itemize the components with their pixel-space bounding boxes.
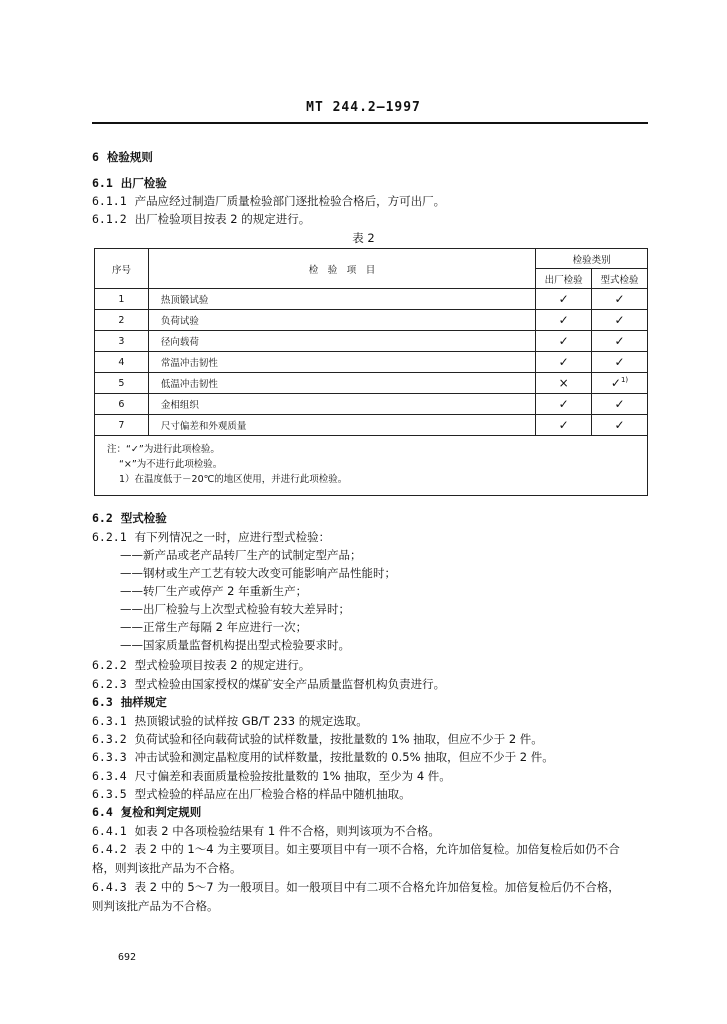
clause-text: 表 2 中的 1～4 为主要项目。如主要项目中有一项不合格，允许加倍复检。加倍复检后如仍不合 [134, 842, 620, 856]
clause-6-3-5 [92, 787, 411, 801]
cell-item: 金相组织 [148, 394, 535, 415]
clause-text: 型式检验项目按表 2 的规定进行。 [134, 658, 311, 672]
clause-number: 6.2.3 [92, 677, 127, 691]
section-title: 抽样规定 [120, 695, 167, 709]
section-6-1-heading [92, 176, 167, 190]
list-item: ——转厂生产或停产 2 年重新生产； [120, 584, 308, 598]
type-mark: ✓ [614, 334, 625, 348]
list-item: ——出厂检验与上次型式检验有较大差异时； [120, 602, 350, 616]
clause-6-2-2 [92, 658, 310, 672]
type-mark: ✓ [614, 418, 625, 432]
cell-item: 负荷试验 [148, 310, 535, 331]
section-number: 6 [92, 150, 99, 164]
list-item: ——正常生产每隔 2 年应进行一次； [120, 620, 308, 634]
section-number: 6.4 [92, 805, 113, 819]
table-row [95, 289, 648, 310]
table-row [95, 373, 648, 394]
cell-type [592, 331, 648, 352]
clause-6-2-3 [92, 677, 445, 691]
header-seq: 序号 [95, 249, 149, 289]
clause-6-3-3 [92, 750, 554, 764]
clause-6-4-2-continued: 格，则判该批产品为不合格。 [92, 861, 242, 875]
section-title: 型式检验 [120, 511, 167, 525]
cell-seq: 5 [95, 373, 149, 394]
list-item: ——国家质量监督机构提出型式检验要求时。 [120, 638, 350, 652]
note-line-2: “×”为不进行此项检验。 [119, 459, 223, 470]
cell-type [592, 373, 648, 394]
cell-factory: ✓ [536, 310, 592, 331]
table-row [95, 352, 648, 373]
inspection-table [94, 248, 648, 496]
section-6-4-heading [92, 805, 201, 819]
header-factory: 出厂检验 [536, 269, 592, 289]
clause-6-3-4 [92, 769, 451, 783]
clause-number: 6.2.2 [92, 658, 127, 672]
clause-text: 负荷试验和径向载荷试验的试样数量，按批量数的 1% 抽取，但应不少于 2 件。 [134, 732, 543, 746]
cell-seq: 4 [95, 352, 149, 373]
cell-type [592, 394, 648, 415]
clause-6-4-2 [92, 842, 620, 856]
clause-6-3-2 [92, 732, 543, 746]
clause-text: 冲击试验和测定晶粒度用的试样数量，按批量数的 0.5% 抽取，但应不少于 2 件。 [134, 750, 554, 764]
note-line-1 [107, 442, 637, 457]
clause-text: 型式检验的样品应在出厂检验合格的样品中随机抽取。 [134, 787, 411, 801]
cell-seq: 1 [95, 289, 149, 310]
clause-6-1-1 [92, 194, 445, 208]
header-item: 检 验 项 目 [148, 249, 535, 289]
table-notes [95, 436, 648, 496]
clause-text: 热顶锻试验的试样按 GB/T 233 的规定选取。 [134, 714, 368, 728]
clause-text: 产品应经过制造厂质量检验部门逐批检验合格后，方可出厂。 [134, 194, 446, 208]
cell-factory: ✓ [536, 289, 592, 310]
cell-seq: 7 [95, 415, 149, 436]
clause-6-4-3-continued: 则判该批产品为不合格。 [92, 899, 219, 913]
page-number: 692 [118, 952, 137, 963]
footnote-ref: 1) [620, 376, 629, 384]
list-item: ——钢材或生产工艺有较大改变可能影响产品性能时； [120, 566, 396, 580]
section-number: 6.1 [92, 176, 113, 190]
cell-factory: ✓ [536, 394, 592, 415]
clause-6-3-1 [92, 714, 368, 728]
cell-item: 热顶锻试验 [148, 289, 535, 310]
clause-number: 6.3.5 [92, 787, 127, 801]
cell-factory: ✓ [536, 352, 592, 373]
section-title: 出厂检验 [120, 176, 167, 190]
section-number: 6.2 [92, 511, 113, 525]
clause-text: 表 2 中的 5～7 为一般项目。如一般项目中有二项不合格允许加倍复检。加倍复检后仍不合格， [134, 880, 620, 894]
table-header-row [95, 249, 648, 269]
clause-number: 6.3.3 [92, 750, 127, 764]
type-mark: ✓ [614, 313, 625, 327]
section-number: 6.3 [92, 695, 113, 709]
clause-number: 6.4.2 [92, 842, 127, 856]
clause-text: 有下列情况之一时，应进行型式检验： [134, 530, 331, 544]
cell-item: 低温冲击韧性 [148, 373, 535, 394]
clause-number: 6.4.3 [92, 880, 127, 894]
table-row [95, 331, 648, 352]
section-6-3-heading [92, 695, 167, 709]
cell-type [592, 289, 648, 310]
standard-code-header: MT 244.2—1997 [306, 100, 421, 115]
cell-factory: × [536, 373, 592, 394]
cell-seq: 6 [95, 394, 149, 415]
table-row [95, 415, 648, 436]
cell-item: 径向载荷 [148, 331, 535, 352]
note-text: “✓”为进行此项检验。 [126, 444, 220, 455]
type-mark: ✓ [614, 355, 625, 369]
clause-number: 6.1.2 [92, 212, 127, 226]
list-item: ——新产品或老产品转厂生产的试制定型产品； [120, 548, 362, 562]
clause-text: 尺寸偏差和表面质量检验按批量数的 1% 抽取，至少为 4 件。 [134, 769, 451, 783]
table-row [95, 310, 648, 331]
clause-number: 6.4.1 [92, 824, 127, 838]
clause-number: 6.2.1 [92, 530, 127, 544]
clause-text: 型式检验由国家授权的煤矿安全产品质量监督机构负责进行。 [134, 677, 446, 691]
cell-factory: ✓ [536, 415, 592, 436]
clause-number: 6.3.1 [92, 714, 127, 728]
cell-factory: ✓ [536, 331, 592, 352]
table-notes-row [95, 436, 648, 496]
clause-number: 6.3.4 [92, 769, 127, 783]
clause-number: 6.1.1 [92, 194, 127, 208]
type-mark: ✓ [614, 397, 625, 411]
cell-seq: 2 [95, 310, 149, 331]
clause-6-2-1 [92, 530, 330, 544]
header-category: 检验类别 [536, 249, 648, 269]
header-type: 型式检验 [592, 269, 648, 289]
cell-type [592, 310, 648, 331]
clause-text: 如表 2 中各项检验结果有 1 件不合格，则判该项为不合格。 [134, 824, 440, 838]
section-6-heading [92, 150, 153, 164]
table-caption: 表 2 [352, 231, 375, 245]
clause-text: 出厂检验项目按表 2 的规定进行。 [134, 212, 311, 226]
type-mark: ✓ [614, 292, 625, 306]
type-mark: ✓ [610, 376, 621, 390]
clause-6-4-1 [92, 824, 440, 838]
note-label: 注： [107, 444, 127, 455]
table-row [95, 394, 648, 415]
section-title: 复检和判定规则 [120, 805, 202, 819]
cell-type [592, 352, 648, 373]
clause-6-4-3 [92, 880, 620, 894]
note-line-3: 1）在温度低于－20℃的地区使用，并进行此项检验。 [119, 474, 348, 485]
cell-type [592, 415, 648, 436]
cell-item: 常温冲击韧性 [148, 352, 535, 373]
clause-number: 6.3.2 [92, 732, 127, 746]
clause-6-1-2 [92, 212, 310, 226]
cell-seq: 3 [95, 331, 149, 352]
section-6-2-heading [92, 511, 167, 525]
section-title: 检验规则 [106, 150, 153, 164]
cell-item: 尺寸偏差和外观质量 [148, 415, 535, 436]
header-rule [92, 122, 648, 124]
